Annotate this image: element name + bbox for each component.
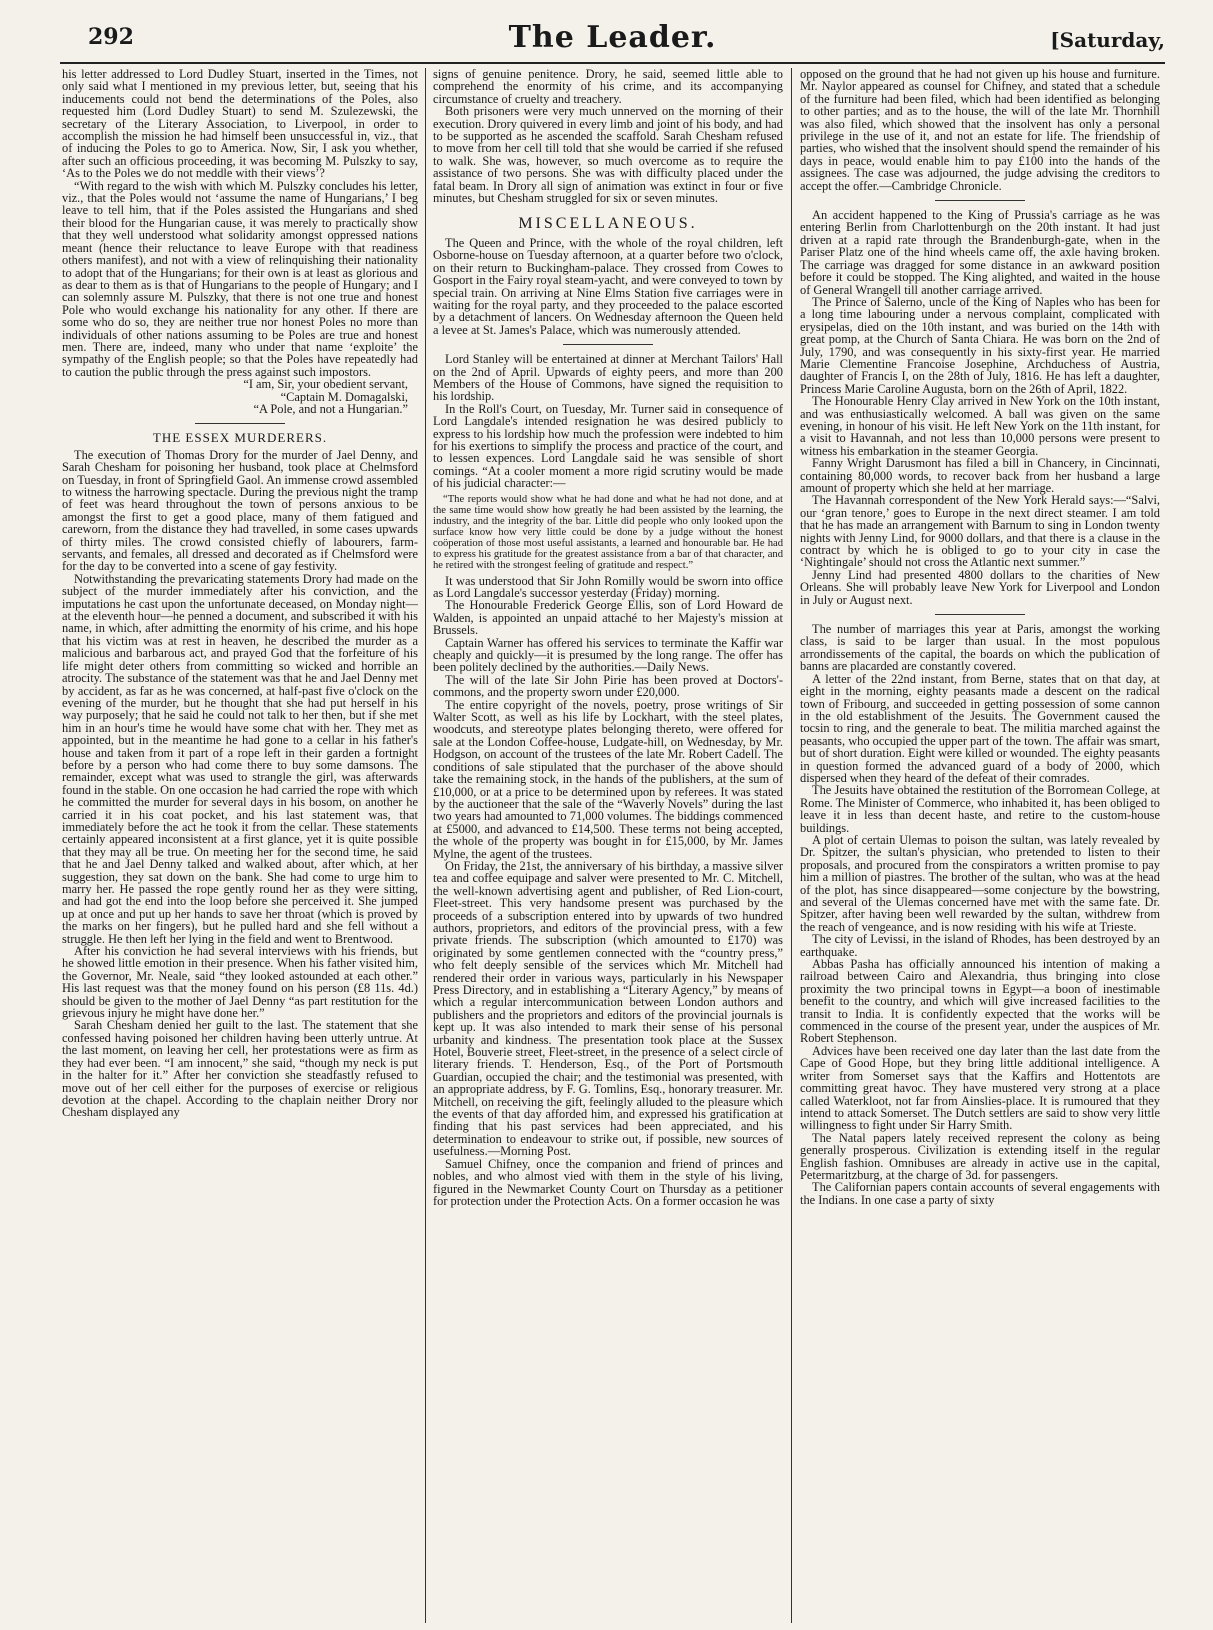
signature-line: “A Pole, and not a Hungarian.” xyxy=(253,401,408,416)
paragraph: Advices have been received one day later than the last date from the Cape of Good Hope, but they bring little additional intelligence. A writer from Somerset says that the Kaffirs and Hottentots are committing great havoc. They have mustered very strong at a place called Waterkloot, not far from Ainslies-place. It is rumoured that they intend to attack Somerset. The Dutch settlers are said to show very little willingness to fight under Sir Harry Smith. xyxy=(800,1043,1160,1133)
paragraph: signs of genuine penitence. Drory, he said, seemed little able to comprehend the enormity of his crime, and its accompanying circumstance of cruelty and treachery. xyxy=(433,68,783,106)
section-divider xyxy=(563,344,653,345)
paragraph: The city of Levissi, in the island of Rhodes, has been destroyed by an earthquake. xyxy=(800,932,1160,959)
signature-line: “I am, Sir, your obedient servant, xyxy=(243,377,408,392)
paragraph: The Queen and Prince, with the whole of the royal children, left Osborne-house on Tuesday afternoon, at a quarter before two o'clock, on their return to Buckingham-palace. They crossed from Cowes to Gosport in the Fairy royal steam-yacht, and were conveyed to town by special train. On arriving at Nine Elms Station five carriages were in waiting for the royal party, and they proceeded to the palace escorted by a detachment of lancers. On Wednesday afternoon the Queen held a levee at St. James's Palace, which was numerously attended. xyxy=(433,235,783,337)
block-quote: “The reports would show what he had done and what he had not done, and at the same time would show how greatly he had been assisted by the learning, the industry, and the integrity of the bar. Little did people who only looked upon the surface know how very little could be done by a judge without the honest coöperation of those most useful assistants, a learned and honourable bar. He had to express his gratitude for the greatest assistance from a bar of that character, and he retired with the strongest feeling of gratitude and respect.” xyxy=(433,493,783,571)
paragraph: The number of marriages this year at Paris, amongst the working class, is said to be larger than usual. In the most populous arrondissements of the capital, the boards on which the publication of banns are placarded are constantly covered. xyxy=(800,622,1160,674)
section-divider xyxy=(935,200,1025,201)
paragraph: The will of the late Sir John Pirie has been proved at Doctors'-commons, and the property sworn under £20,000. xyxy=(433,672,783,700)
column-1 xyxy=(62,68,418,1623)
paragraph: It was understood that Sir John Romilly would be sworn into office as Lord Langdale's successor yesterday (Friday) morning. xyxy=(433,573,783,600)
paragraph: opposed on the ground that he had not given up his house and furniture. Mr. Naylor appeared as counsel for Chifney, and stated that a schedule of the furniture had been filed, which had been identified as belonging to other parties; and as to the house, the will of the late Mr. Thornhill was also filed, which showed that the insolvent has only a personal privilege in the use of it, and not an estate for life. The friendship of parties, who wished that the insolvent should spend the remainder of his days in peace, would enable him to pay £100 into the hands of the assignees. The case was adjourned, the judge advising the creditors to accept the offer.—Cambridge Chronicle. xyxy=(800,68,1160,193)
paragraph: On Friday, the 21st, the anniversary of his birthday, a massive silver tea and coffee equipage and salver were presented to Mr. C. Mitchell, the well-known advertising agent and publisher, of Red Lion-court, Fleet-street. This very handsome present was purchased by the proceeds of a subscription entered into by upwards of two hundred authors, proprietors, and editors of the provincial press, with a few private friends. The subscription (which amounted to £170) was originated by some gentlemen connected with the “country press,” who felt deeply sensible of the services which Mr. Mitchell had rendered their order in various ways, particularly in his Newspaper Press Directory, and in establishing a “Literary Agency,” by means of which a regular intercommunication between London authors and publishers and the proprietors and editors of the provincial journals is kept up. It was also intended to mark their sense of his personal urbanity and kindness. The presentation took place at the Sussex Hotel, Bouverie street, Fleet-street, in the presence of a select circle of literary friends. T. Henderson, Esq., of the Port of Portsmouth Guardian, occupied the chair; and the testimonial was presented, with an appropriate address, by F. G. Tomlins, Esq., honorary treasurer. Mr. Mitchell, on receiving the gift, feelingly alluded to the pleasure which the events of that day afforded him, and expressed his gratification at finding that his past services had been appreciated, and his determination to endeavour to strike out, if possible, new sources of usefulness.—Morning Post. xyxy=(433,858,783,1159)
section-divider xyxy=(935,614,1025,615)
paragraph: The Havannah correspondent of the New York Herald says:—“Salvi, our ‘gran tenore,’ goes to Europe in the next direct steamer. I am told that he has made an arrangement with Barnum to sing in London twenty nights with Jenny Lind, for 9000 dollars, and that there is a clause in the contract by which he is obliged to go to your city in case the ‘Nightingale’ should not cross the Atlantic next summer.” xyxy=(800,493,1160,570)
section-heading: THE ESSEX MURDERERS. xyxy=(152,430,328,446)
paragraph: The entire copyright of the novels, poetry, prose writings of Sir Walter Scott, as well as his life by Lockhart, with the steel plates, woodcuts, and stereotype plates belonging thereto, were offered for sale at the London Coffee-house, Ludgate-hill, on Wednesday, by Mr. Hodgson, on account of the trustees of the late Mr. Robert Cadell. The conditions of sale stipulated that the purchaser of the above should take the remaining stock, in the hands of the publishers, at the sum of £10,000, or at a price to be determined upon by referees. It was stated by the auctioneer that the sale of the “Waverly Novels” during the last two years had amounted to 71,000 volumes. The biddings commenced at £5000, and advanced to £14,500. These terms not being accepted, the whole of the property was bought in for £15,000, by Mr. James Mylne, the agent of the trustees. xyxy=(433,697,783,861)
paragraph: Abbas Pasha has officially announced his intention of making a railroad between Cairo and Alexandria, thus bringing into close proximity the two principal towns in Egypt—a boon of inestimable benefit to the country, and which will give increased facilities to the transit to India. It is confidently expected that the works will be commenced in the course of the present year, under the auspices of Mr. Robert Stephenson. xyxy=(800,957,1160,1046)
paragraph: “With regard to the wish with which M. Pulszky concludes his letter, viz., that the Poles would not ‘assume the name of Hungarians,’ I beg leave to tell him, that if the Poles assisted the Hungarians and shed their blood for the Hungarian cause, it was merely to practically show that they well understood what solidarity amongst oppressed nations meant (hence their reluctance to leave Europe with that readiness others manifest), and not with a view of relinquishing their nationality to adopt that of the Hungarians; for their own is at least as glorious and as dear to them as is that of Hungarians to the people of Hungary; and I can solemnly assure M. Pulszky, that there is not one true and honest Pole who would exchange his nationality for any other. If there are some who do so, they are neither true nor honest Poles no more than individuals of other nations assuming to be Poles are true and honest men. There are, indeed, many who under that name ‘exploite’ the sympathy of the English people; so that the Poles have repeatedly had to caution the public through the press against such impostors. xyxy=(62,178,418,379)
paragraph: Notwithstanding the prevaricating statements Drory had made on the subject of the murder immediately after his conviction, and the imputations he cast upon the unfortunate deceased, on Monday night—at the eleventh hour—he penned a document, and subscribed it with his name, in which, after admitting the enormity of his crime, and his hope that his victim was at rest in heaven, he described the murder as a malicious and barbarous act, and prayed God that the forfeiture of his life might deter others from committing so wicked and horrible an atrocity. The substance of the statement was that he and Jael Denny met by accident, as far as he was concerned, at half-past five o'clock on the evening of the murder, but he thought that she had put herself in his way purposely; that he said he could not talk to her then, but if she met him in an hour's time he would have some chat with her. They met as appointed, but in the meantime he had gone to a cellar in his father's house and taken from it part of a rope left in their garden a fortnight before by a person who had come there to buy some damsons. The remainder, except what was used to strangle the girl, was afterwards found in the stable. On one occasion he had carried the rope with which he committed the murder for several days in his bosom, on another he carried it in his coat pocket, and his last statement was, that immediately before the act he took it from the cellar. These statements certainly appeared inconsistent at a first glance, yet it is quite possible that they may all be true. On meeting her for the second time, he said that he and Jael Denny talked and walked about, after which, at her suggestion, they sat down on the bank. She had come to urge him to marry her. He passed the rope gently round her as they were sitting, and had got the end into the loop before she perceived it. She jumped up at once and put up her hands to save her throat (which is proved by the marks on her fingers), but he pulled hard and she fell without a struggle. He then left her lying in the field and went to Brentwood. xyxy=(62,571,418,946)
column-divider xyxy=(791,68,792,1623)
paragraph: In the Roll's Court, on Tuesday, Mr. Turner said in consequence of Lord Langdale's intended resignation he was desired publicly to express to his lordship how much the profession were indebted to him for his exertions to simplify the process and practice of the court, and to lessen expences. Lord Langdale said he was sensible of short comings. “At a cooler moment a more rigid scrutiny would be made of his judicial character:— xyxy=(433,401,783,491)
column-3 xyxy=(800,68,1160,1623)
paragraph: The execution of Thomas Drory for the murder of Jael Denny, and Sarah Chesham for poisoning her husband, took place at Chelmsford on Tuesday, in front of Springfield Gaol. An immense crowd assembled to witness the harrowing spectacle. During the previous night the tramp of feet was heard throughout the town of persons anxious to be amongst the first to get a good place, many of them fatigued and careworn, from the distance they had travelled, in some cases upwards of thirty miles. The crowd consisted chiefly of labourers, farm-servants, and females, all dressed and decorated as if Chelmsford were for the day to be converted into a scene of gay festivity. xyxy=(62,447,418,574)
page-number: 292 xyxy=(88,24,134,50)
section-divider xyxy=(195,423,285,424)
paragraph: Samuel Chifney, once the companion and friend of princes and nobles, and who almost vied with them in the style of his living, figured in the Newmarket County Court on Thursday as a petitioner for protection under the Protection Acts. On a former occasion he was xyxy=(433,1156,783,1208)
issue-day: [Saturday, xyxy=(1050,28,1165,52)
masthead-title: The Leader. xyxy=(508,20,717,55)
paragraph: Sarah Chesham denied her guilt to the last. The statement that she confessed having poisoned her children having been utterly untrue. At the last moment, on leaving her cell, her protestations were as firm as they had ever been. “I am innocent,” she said, “though my neck is put in the halter for it.” After her conviction she steadfastly refused to move out of her cell either for the purposes of exercise or religious devotion at the chapel. According to the chaplain neither Drory nor Chesham displayed any xyxy=(62,1018,418,1120)
header-rule xyxy=(60,62,1165,64)
paragraph: Jenny Lind had presented 4800 dollars to the charities of New Orleans. She will probably leave New York for Liverpool and London in July or August next. xyxy=(800,567,1160,607)
paragraph: Fanny Wright Darusmont has filed a bill in Chancery, in Cincinnati, containing 80,000 words, to recover back from her husband a large amount of property which she held at her marriage. xyxy=(800,456,1160,495)
section-heading: MISCELLANEOUS. xyxy=(518,215,698,233)
paragraph: The Prince of Salerno, uncle of the King of Naples who has been for a long time labouring under a nervous complaint, complicated with erysipelas, died on the 10th instant, and was buried on the 14th with great pomp, at the Church of Santa Chiara. He was born on the 2nd of July, 1790, and was consequently in his sixty-first year. He married Marie Clementine Francoise Josephine, Archduchess of Austria, daughter of Francis I, on the 28th of July, 1816. He has left a daughter, Princess Marie Caroline Augusta, born on the 26th of April, 1822. xyxy=(800,294,1160,396)
paragraph: The Californian papers contain accounts of several engagements with the Indians. In one case a party of sixty xyxy=(800,1180,1160,1207)
signature-line: “Captain M. Domagalski, xyxy=(280,389,408,404)
paragraph: The Honourable Frederick George Ellis, son of Lord Howard de Walden, is appointed an unpaid attaché to her Majesty's mission at Brussels. xyxy=(433,598,783,638)
paragraph: A letter of the 22nd instant, from Berne, states that on that day, at eight in the morning, eighty peasants made a descent on the radical town of Fribourg, and succeeded in getting possession of some cannon in the old establishment of the Jesuits. The Government caused the tocsin to ring, and the generale to beat. The militia marched against the peasants, who occupied the upper part of the town. The affair was smart, but of short duration. Eight were killed or wounded. The eighty peasants in question formed the advanced guard of a body of 2000, which dispersed when they heard of the defeat of their comrades. xyxy=(800,671,1160,785)
paragraph: Captain Warner has offered his services to terminate the Kaffir war cheaply and quickly—it is presumed by the long range. The offer has been politely declined by the authorities.—Daily News. xyxy=(433,635,783,675)
paragraph: Lord Stanley will be entertained at dinner at Merchant Tailors' Hall on the 2nd of April. Upwards of eighty peers, and more than 200 Members of the House of Commons, have signed the requisition to his lordship. xyxy=(433,352,783,404)
paragraph: The Honourable Henry Clay arrived in New York on the 10th instant, and was enthusiastically welcomed. A ball was given on the same evening, in honour of his visit. He left New York on the 11th instant, for a visit to Havannah, and not less than 10,000 persons were present to witness his embarkation in the steamer Georgia. xyxy=(800,394,1160,458)
paragraph: The Jesuits have obtained the restitution of the Borromean College, at Rome. The Minister of Commerce, who inhabited it, has been obliged to leave it in less than decent haste, and retire to the custom-house buildings. xyxy=(800,783,1160,835)
paragraph: An accident happened to the King of Prussia's carriage as he was entering Berlin from Charlottenburgh on the 20th instant. It had just driven at a rapid rate through the Brandenburgh-gate, when in the Pariser Platz one of the hind wheels came off, the axle having broken. The carriage was dragged for some distance in an awkward position before it could be stopped. The King alighted, and waited in the house of General Wrangell till another carriage arrived. xyxy=(800,208,1160,297)
paragraph: After his conviction he had several interviews with his friends, but he showed little emotion in their presence. When his father visited him, the Governor, Mr. Neale, said “they looked astounded at each other.” His last request was that the money found on his person (£8 11s. 4d.) should be given to the mother of Jael Denny “as part restitution for the grievous injury he might have done her.” xyxy=(62,944,418,1021)
paragraph: his letter addressed to Lord Dudley Stuart, inserted in the Times, not only said what I mentioned in my previous letter, but, seeing that his inducements could not bend the determinations of the Poles, also requested him (Lord Dudley Stuart) to send M. Szulezewski, the secretary of the Literary Association, to Liverpool, in order to accomplish the mission he had himself been unsuccessful in, viz., that of inducing the Poles to go to America. Now, Sir, I ask you whether, after such an officious proceeding, it was becoming M. Pulszky to say, ‘As to the Poles we do not meddle with their views’? xyxy=(62,68,418,181)
paragraph: The Natal papers lately received represent the colony as being generally prosperous. Civilization is extending itself in the regular English fashion. Omnibuses are already in active use in the capital, Petermaritzburg, at the charge of 3d. for passengers. xyxy=(800,1130,1160,1182)
column-divider xyxy=(425,68,426,1623)
paragraph: A plot of certain Ulemas to poison the sultan, was lately revealed by Dr. Spitzer, the sultan's physician, who pretended to listen to their proposals, and procured from the conspirators a written promise to pay him a million of piastres. The brother of the sultan, who was at the head of the plot, has since disappeared—some conjecture by the bowstring, and several of the Ulemas concerned have met with the same fate. Dr. Spitzer, after having been well rewarded by the sultan, withdrew from the reach of vengeance, and is now residing with his wife at Trieste. xyxy=(800,832,1160,934)
column-2 xyxy=(433,68,783,1623)
paragraph: Both prisoners were very much unnerved on the morning of their execution. Drory quivered in every limb and joint of his body, and had to be supported as he ascended the scaffold. Sarah Chesham refused to move from her cell till told that she would be carried if she refused to walk. She was, however, so much overcome as to require the assistance of two persons. She was with difficulty placed under the fatal beam. In Drory all sign of animation was extinct in four or five minutes, but Chesham struggled for six or seven minutes. xyxy=(433,104,783,206)
